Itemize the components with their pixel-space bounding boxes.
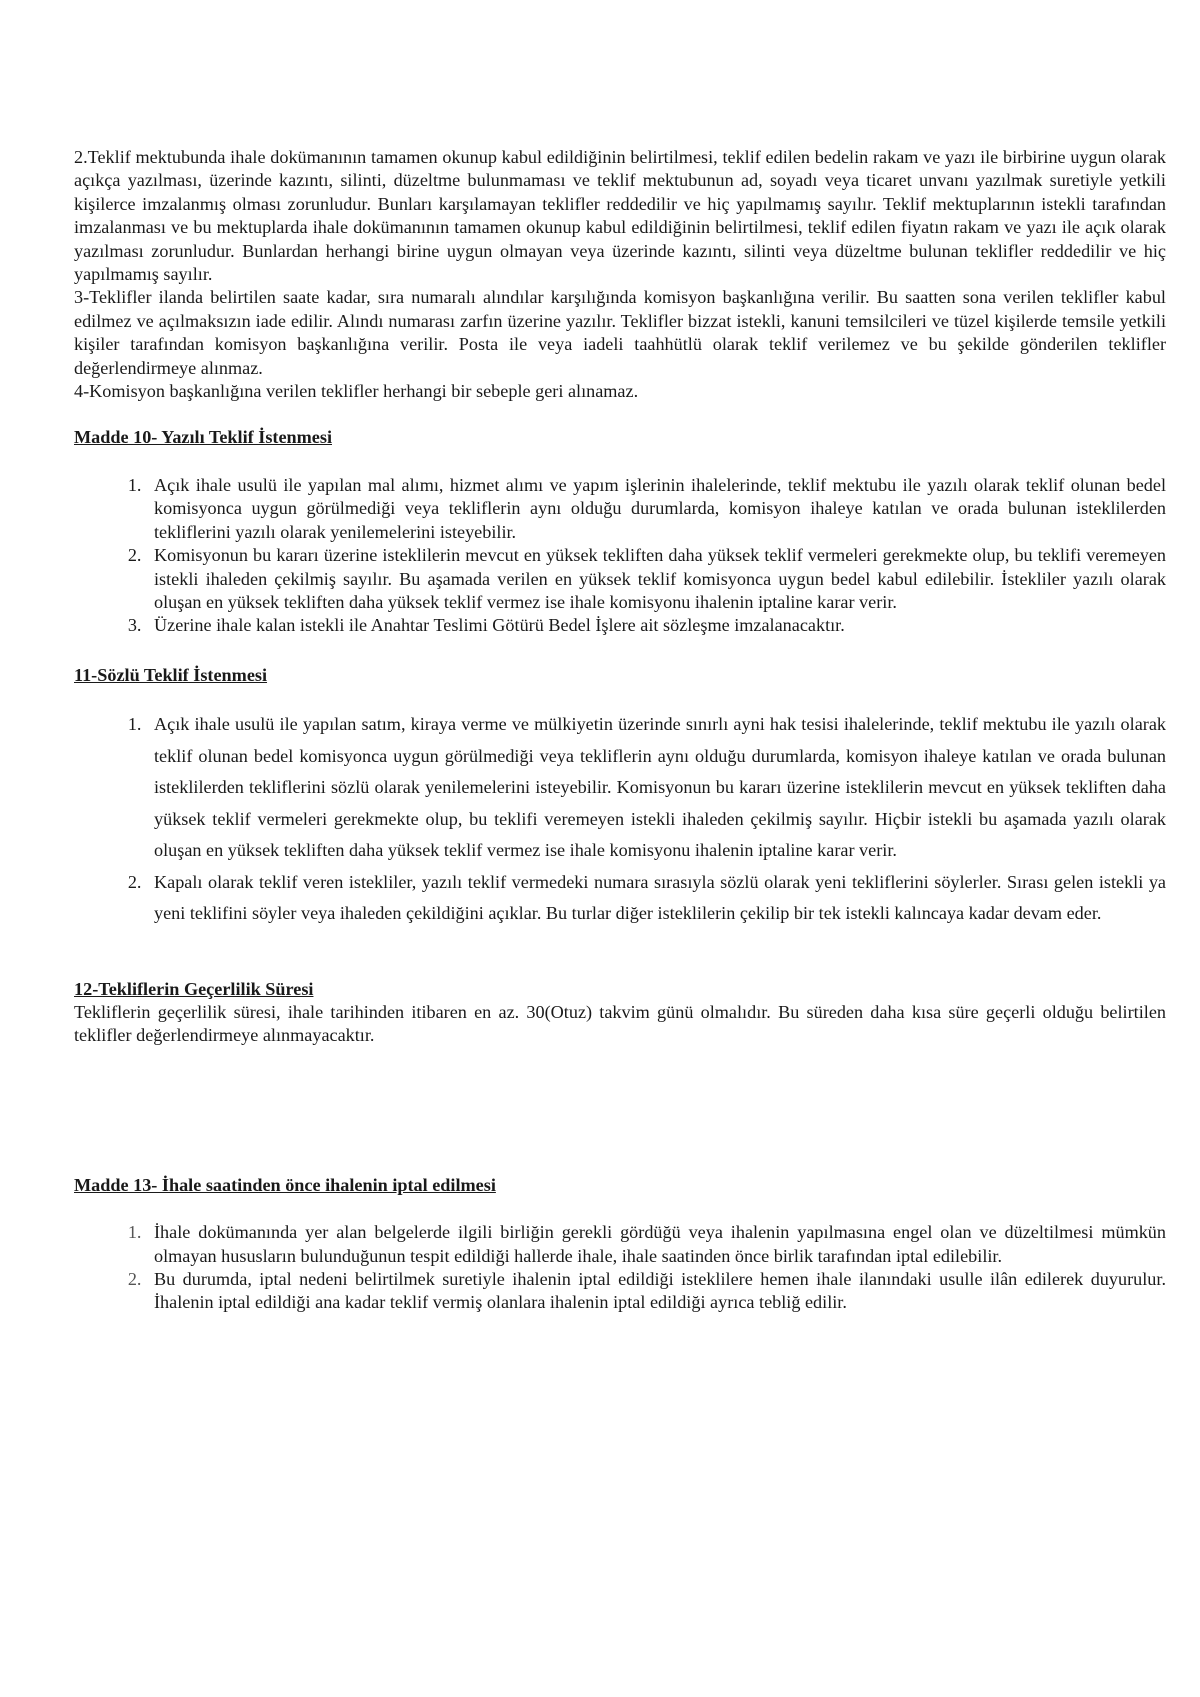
list-item: 1. Açık ihale usulü ile yapılan mal alımı, hizmet alımı ve yapım işlerinin ihalelerinde, teklif mektubu ile yazılı olarak teklif olunan bedel komisyonca uygun görülmediği veya tekliflerin aynı olduğu durumlarda, komisyon ihaleye katılan ve orada bulunan isteklilerden tekliflerini yazılı olarak yenilemelerini isteyebilir. — [146, 474, 1166, 544]
madde-10-list — [74, 474, 1166, 638]
clause-9-3-paragraph: 3-Teklifler ilanda belirtilen saate kadar, sıra numaralı alındılar karşılığında komisyon başkanlığına verilir. Bu saatten sona verilen teklifler kabul edilmez ve açılmaksızın iade edilir. Alındı numarası zarfın üzerine yazılır. Teklifler bizzat istekli, kanuni temsilcileri ve tüzel kişilerde temsile yetkili kişiler tarafından komisyon başkanlığına verilir. Posta ile veya iadeli taahhütlü olarak teklif verilemez ve bu şekilde gönderilen teklifler değerlendirmeye alınmaz. — [74, 287, 1166, 378]
list-item: 1. Açık ihale usulü ile yapılan satım, kiraya verme ve mülkiyetin üzerinde sınırlı ayni hak tesisi ihalelerinde, teklif mektubu ile yazılı olarak teklif olunan bedel komisyonca uygun görülmediği veya tekliflerin aynı olduğu durumlarda, komisyon ihaleye katılan ve orada bulunan isteklilerden tekliflerini sözlü olarak yenilemelerini isteyebilir. Komisyonun bu kararı üzerine isteklilerin mevcut en yüksek tekliften daha yüksek teklif vermeleri gerekmekte olup, bu teklifi veremeyen istekli ihaleden çekilmiş sayılır. Hiçbir istekli bu aşamada yazılı olarak oluşan en yüksek tekliften daha yüksek teklif vermez ise ihale komisyonu ihalenin iptaline karar verir. — [146, 709, 1166, 867]
clause-9-4-paragraph: 4-Komisyon başkanlığına verilen teklifler herhangi bir sebeple geri alınamaz. — [74, 381, 639, 402]
madde-13-list — [74, 1221, 1166, 1315]
madde-12-body: Tekliflerin geçerlilik süresi, ihale tarihinden itibaren en az. 30(Otuz) takvim günü olmalıdır. Bu süreden daha kısa süre geçerli olduğu belirtilen teklifler değerlendirmeye alınmayacaktır. — [74, 1002, 1166, 1046]
list-item: 2. Kapalı olarak teklif veren istekliler, yazılı teklif vermedeki numara sırasıyla sözlü olarak yeni tekliflerini söylerler. Sırası gelen istekli ya yeni teklifini söyler veya ihaleden çekildiğini açıklar. Bu turlar diğer isteklilerin çekilip bir tek istekli kalıncaya kadar devam eder. — [146, 867, 1166, 930]
madde-12-heading: 12-Tekliflerin Geçerlilik Süresi — [74, 978, 314, 999]
madde-10-heading: Madde 10- Yazılı Teklif İstenmesi — [74, 427, 332, 448]
list-item: 2. Komisyonun bu kararı üzerine isteklilerin mevcut en yüksek tekliften daha yüksek teklif vermeleri gerekmekte olup, bu teklifi veremeyen istekli ihaleden çekilmiş sayılır. Bu aşamada verilen en yüksek teklif komisyonca uygun bedel kabul edilebilir. İstekliler yazılı olarak oluşan en yüksek tekliften daha yüksek teklif vermez ise ihale komisyonu ihalenin iptaline karar verir. — [146, 544, 1166, 614]
document-page — [74, 146, 1166, 1315]
list-item: 1. İhale dokümanında yer alan belgelerde ilgili birliğin gerekli gördüğü veya ihalenin yapılmasına engel olan ve düzeltilmesi mümkün olmayan hususların bulunduğunun tespit edildiği hallerde ihale, ihale saatinden önce birlik tarafından iptal edilebilir. — [146, 1221, 1166, 1268]
list-item: 3. Üzerine ihale kalan istekli ile Anahtar Teslimi Götürü Bedel İşlere ait sözleşme imzalanacaktır. — [146, 614, 1166, 637]
madde-11-heading: 11-Sözlü Teklif İstenmesi — [74, 664, 268, 685]
madde-13-heading: Madde 13- İhale saatinden önce ihalenin iptal edilmesi — [74, 1174, 496, 1195]
list-item: 2. Bu durumda, iptal nedeni belirtilmek suretiyle ihalenin iptal edildiği isteklilere hemen ihale ilanındaki usulle ilân edilerek duyurulur. İhalenin iptal edildiği ana kadar teklif vermiş olanlara ihalenin iptal edildiği ayrıca tebliğ edilir. — [146, 1268, 1166, 1315]
madde-11-list — [74, 709, 1166, 930]
clause-9-2-paragraph: 2.Teklif mektubunda ihale dokümanının tamamen okunup kabul edildiğinin belirtilmesi, teklif edilen bedelin rakam ve yazı ile birbirine uygun olarak açıkça yazılması, üzerinde kazıntı, silinti, düzeltme bulunmaması ve teklif mektubunun ad, soyadı veya ticaret unvanı yazılmak suretiyle yetkili kişilerce imzalanmış olması zorunludur. Bunları karşılamayan teklifler reddedilir ve hiç yapılmamış sayılır. Teklif mektuplarının istekli tarafından imzalanması ve bu mektuplarda ihale dokümanının tamamen okunup kabul edildiğinin belirtilmesi, teklif edilen fiyatın rakam ve yazı ile açık olarak yazılması zorunludur. Bunlardan herhangi birine uygun olmayan veya üzerinde kazıntı, silinti veya düzeltme bulunan teklifler reddedilir ve hiç yapılmamış sayılır. — [74, 147, 1166, 285]
